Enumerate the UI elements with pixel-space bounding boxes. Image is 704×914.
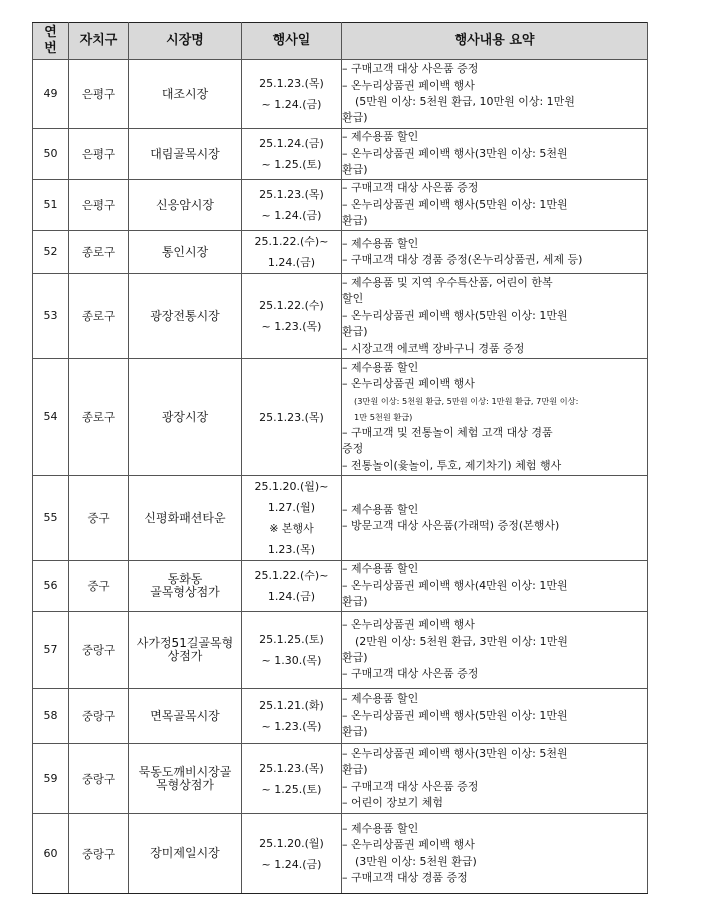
row-event-summary: [342, 359, 648, 476]
row-district: 중랑구: [69, 744, 129, 814]
market-name-line: 묵동도깨비시장골: [138, 764, 232, 779]
event-date-line: ~ 1.24.(금): [261, 209, 322, 222]
summary-line: 증정: [342, 442, 364, 456]
summary-line: – 온누리상품권 페이백 행사(3만원 이상: 5천원: [342, 746, 568, 760]
row-market-name: [129, 612, 242, 689]
market-name-line: 목형상점가: [156, 777, 214, 792]
row-district: 중랑구: [69, 689, 129, 744]
summary-line: – 전통놀이(윷놀이, 투호, 제기차기) 체험 행사: [342, 458, 562, 472]
summary-line: 환급): [342, 763, 368, 777]
summary-line: – 구매고객 대상 사은품 증정: [342, 667, 479, 681]
event-date-line: ※ 본행사: [269, 522, 314, 535]
row-event-summary: [342, 689, 648, 744]
summary-line: – 제수용품 할인: [342, 130, 419, 144]
summary-line: (3만원 이상: 5천원 환급): [355, 854, 477, 868]
row-number: 60: [33, 814, 69, 894]
row-event-date: [242, 476, 342, 561]
row-event-summary: [342, 814, 648, 894]
summary-line: – 제수용품 할인: [342, 502, 419, 516]
summary-line: – 온누리상품권 페이백 행사(3만원 이상: 5천원: [342, 146, 568, 160]
row-district: 은평구: [69, 60, 129, 129]
row-event-date: [242, 689, 342, 744]
summary-line: 환급): [342, 163, 368, 177]
table-row: [33, 60, 648, 129]
row-event-summary: [342, 561, 648, 612]
event-date-line: 25.1.23.(목): [259, 761, 324, 775]
row-district: 종로구: [69, 231, 129, 274]
row-event-date: [242, 231, 342, 274]
summary-line: – 어린이 장보기 체험: [342, 795, 443, 809]
summary-line: 환급): [342, 651, 368, 664]
table-row: [33, 612, 648, 689]
row-market-name: [129, 744, 242, 814]
table-row: [33, 129, 648, 180]
row-event-date: [242, 129, 342, 180]
summary-line: – 제수용품 및 지역 우수특산품, 어린이 한복: [342, 275, 553, 289]
table-row: [33, 231, 648, 274]
row-number: 59: [33, 744, 69, 814]
summary-line: 환급): [342, 325, 368, 339]
row-district: 은평구: [69, 129, 129, 180]
row-event-summary: [342, 744, 648, 814]
row-market-name: 대조시장: [129, 60, 242, 129]
row-event-summary: [342, 60, 648, 129]
summary-line: (5만원 이상: 5천원 환급, 10만원 이상: 1만원: [355, 95, 575, 108]
summary-line: 환급): [342, 725, 368, 739]
event-date-line: 25.1.20.(월): [259, 836, 324, 850]
event-date-line: ~ 1.23.(목): [261, 320, 322, 333]
summary-line: (3만원 이상: 5천원 환급, 5만원 이상: 1만원 환급, 7만원 이상:: [354, 395, 579, 406]
summary-line: – 제수용품 할인: [342, 562, 419, 576]
header-district: 자치구: [69, 23, 129, 60]
row-event-date: [242, 359, 342, 476]
row-event-summary: [342, 180, 648, 231]
row-event-date: [242, 180, 342, 231]
row-event-summary: [342, 612, 648, 689]
row-event-summary: [342, 129, 648, 180]
summary-line: – 온누리상품권 페이백 행사: [342, 618, 475, 632]
event-date-line: ~ 1.23.(목): [261, 720, 322, 733]
summary-line: (2만원 이상: 5천원 환급, 3만원 이상: 1만원: [355, 634, 568, 648]
row-event-date: [242, 274, 342, 359]
row-district: 종로구: [69, 274, 129, 359]
table-row: [33, 359, 648, 476]
event-date-line: ~ 1.25.(토): [261, 158, 322, 171]
event-date-line: 25.1.23.(목): [259, 77, 324, 90]
row-event-date: [242, 561, 342, 612]
row-market-name: 신평화패션타운: [129, 476, 242, 561]
row-market-name: 면목골목시장: [129, 689, 242, 744]
event-date-line: ~ 1.25.(토): [261, 782, 322, 796]
row-number: 52: [33, 231, 69, 274]
event-date-line: 25.1.21.(화): [259, 699, 324, 712]
header-date: 행사일: [242, 23, 342, 60]
summary-line: – 제수용품 할인: [342, 692, 419, 706]
row-market-name: 광장시장: [129, 359, 242, 476]
summary-line: 환급): [342, 111, 368, 125]
event-date-line: 1.24.(금): [267, 590, 316, 603]
summary-line: – 방문고객 대상 사은품(가래떡) 증정(본행사): [342, 519, 560, 532]
row-event-date: [242, 612, 342, 689]
table-row: [33, 744, 648, 814]
event-date-line: ~ 1.24.(금): [261, 857, 322, 871]
summary-line: – 온누리상품권 페이백 행사: [342, 377, 475, 391]
summary-line: – 온누리상품권 페이백 행사(5만원 이상: 1만원: [342, 708, 568, 722]
summary-line: – 구매고객 대상 사은품 증정: [342, 62, 479, 76]
row-district: 은평구: [69, 180, 129, 231]
table-header-row: [33, 23, 648, 60]
summary-line: – 온누리상품권 페이백 행사(4만원 이상: 1만원: [342, 578, 568, 592]
summary-line: – 구매고객 대상 경품 증정: [342, 870, 468, 884]
row-district: 중랑구: [69, 612, 129, 689]
summary-line: 1만 5천원 환급): [354, 411, 413, 422]
row-event-summary: [342, 274, 648, 359]
header-market: 시장명: [129, 23, 242, 60]
event-date-line: 25.1.25.(토): [259, 633, 324, 646]
summary-line: – 제수용품 할인: [342, 360, 419, 374]
table-row: [33, 180, 648, 231]
market-name-line: 사가정51길골목형: [136, 636, 234, 650]
market-name-line: 동화동: [167, 572, 203, 586]
row-district: 중구: [69, 561, 129, 612]
summary-line: – 온누리상품권 페이백 행사: [342, 838, 475, 852]
row-event-summary: [342, 231, 648, 274]
event-date-line: 1.23.(목): [267, 543, 316, 556]
table-row: [33, 476, 648, 561]
row-number: 49: [33, 60, 69, 129]
event-date-line: 25.1.20.(월)~: [254, 480, 329, 493]
row-market-name: 장미제일시장: [129, 814, 242, 894]
event-date-line: 25.1.22.(수)~: [254, 235, 329, 248]
summary-line: 환급): [342, 595, 368, 609]
row-number: 53: [33, 274, 69, 359]
summary-line: – 시장고객 에코백 장바구니 경품 증정: [342, 341, 525, 355]
summary-line: 할인: [342, 292, 364, 306]
table-row: [33, 561, 648, 612]
summary-line: – 구매고객 대상 경품 증정(온누리상품권, 세제 등): [342, 253, 583, 266]
row-market-name: 신응암시장: [129, 180, 242, 231]
row-event-date: [242, 744, 342, 814]
row-number: 54: [33, 359, 69, 476]
summary-line: – 구매고객 및 전통놀이 체험 고객 대상 경품: [342, 425, 553, 439]
header-no-text: 연 번: [44, 25, 57, 56]
summary-line: – 제수용품 할인: [342, 821, 419, 835]
table-row: [33, 689, 648, 744]
summary-line: – 구매고객 대상 사은품 증정: [342, 181, 479, 195]
summary-line: – 온누리상품권 페이백 행사(5만원 이상: 1만원: [342, 308, 568, 322]
summary-line: – 구매고객 대상 사은품 증정: [342, 779, 479, 793]
summary-line: – 제수용품 할인: [342, 236, 419, 250]
row-number: 57: [33, 612, 69, 689]
row-district: 중랑구: [69, 814, 129, 894]
row-district: 종로구: [69, 359, 129, 476]
row-district: 중구: [69, 476, 129, 561]
row-market-name: 광장전통시장: [129, 274, 242, 359]
event-date-line: 25.1.23.(목): [259, 410, 324, 424]
row-market-name: 대림골목시장: [129, 129, 242, 180]
row-market-name: 통인시장: [129, 231, 242, 274]
event-date-line: 1.24.(금): [267, 256, 316, 269]
event-date-line: 1.27.(월): [267, 501, 316, 514]
row-number: 51: [33, 180, 69, 231]
event-date-line: ~ 1.30.(목): [261, 654, 322, 667]
summary-line: – 온누리상품권 페이백 행사: [342, 78, 475, 92]
header-no: [33, 23, 69, 60]
event-date-line: ~ 1.24.(금): [261, 98, 322, 111]
event-date-line: 25.1.24.(금): [259, 137, 324, 150]
row-event-date: [242, 60, 342, 129]
row-number: 50: [33, 129, 69, 180]
row-number: 56: [33, 561, 69, 612]
row-event-date: [242, 814, 342, 894]
row-number: 55: [33, 476, 69, 561]
table-row: [33, 814, 648, 894]
row-event-summary: [342, 476, 648, 561]
table-row: [33, 274, 648, 359]
header-summary: 행사내용 요약: [342, 23, 648, 60]
event-date-line: 25.1.22.(수): [259, 299, 324, 312]
summary-line: 환급): [342, 214, 368, 228]
summary-line: – 온누리상품권 페이백 행사(5만원 이상: 1만원: [342, 197, 568, 211]
row-number: 58: [33, 689, 69, 744]
market-event-table: [32, 22, 648, 894]
market-name-line: 골목형상점가: [150, 585, 220, 599]
event-date-line: 25.1.22.(수)~: [254, 569, 329, 582]
event-date-line: 25.1.23.(목): [259, 188, 324, 201]
row-market-name: [129, 561, 242, 612]
market-name-line: 상점가: [167, 649, 203, 663]
